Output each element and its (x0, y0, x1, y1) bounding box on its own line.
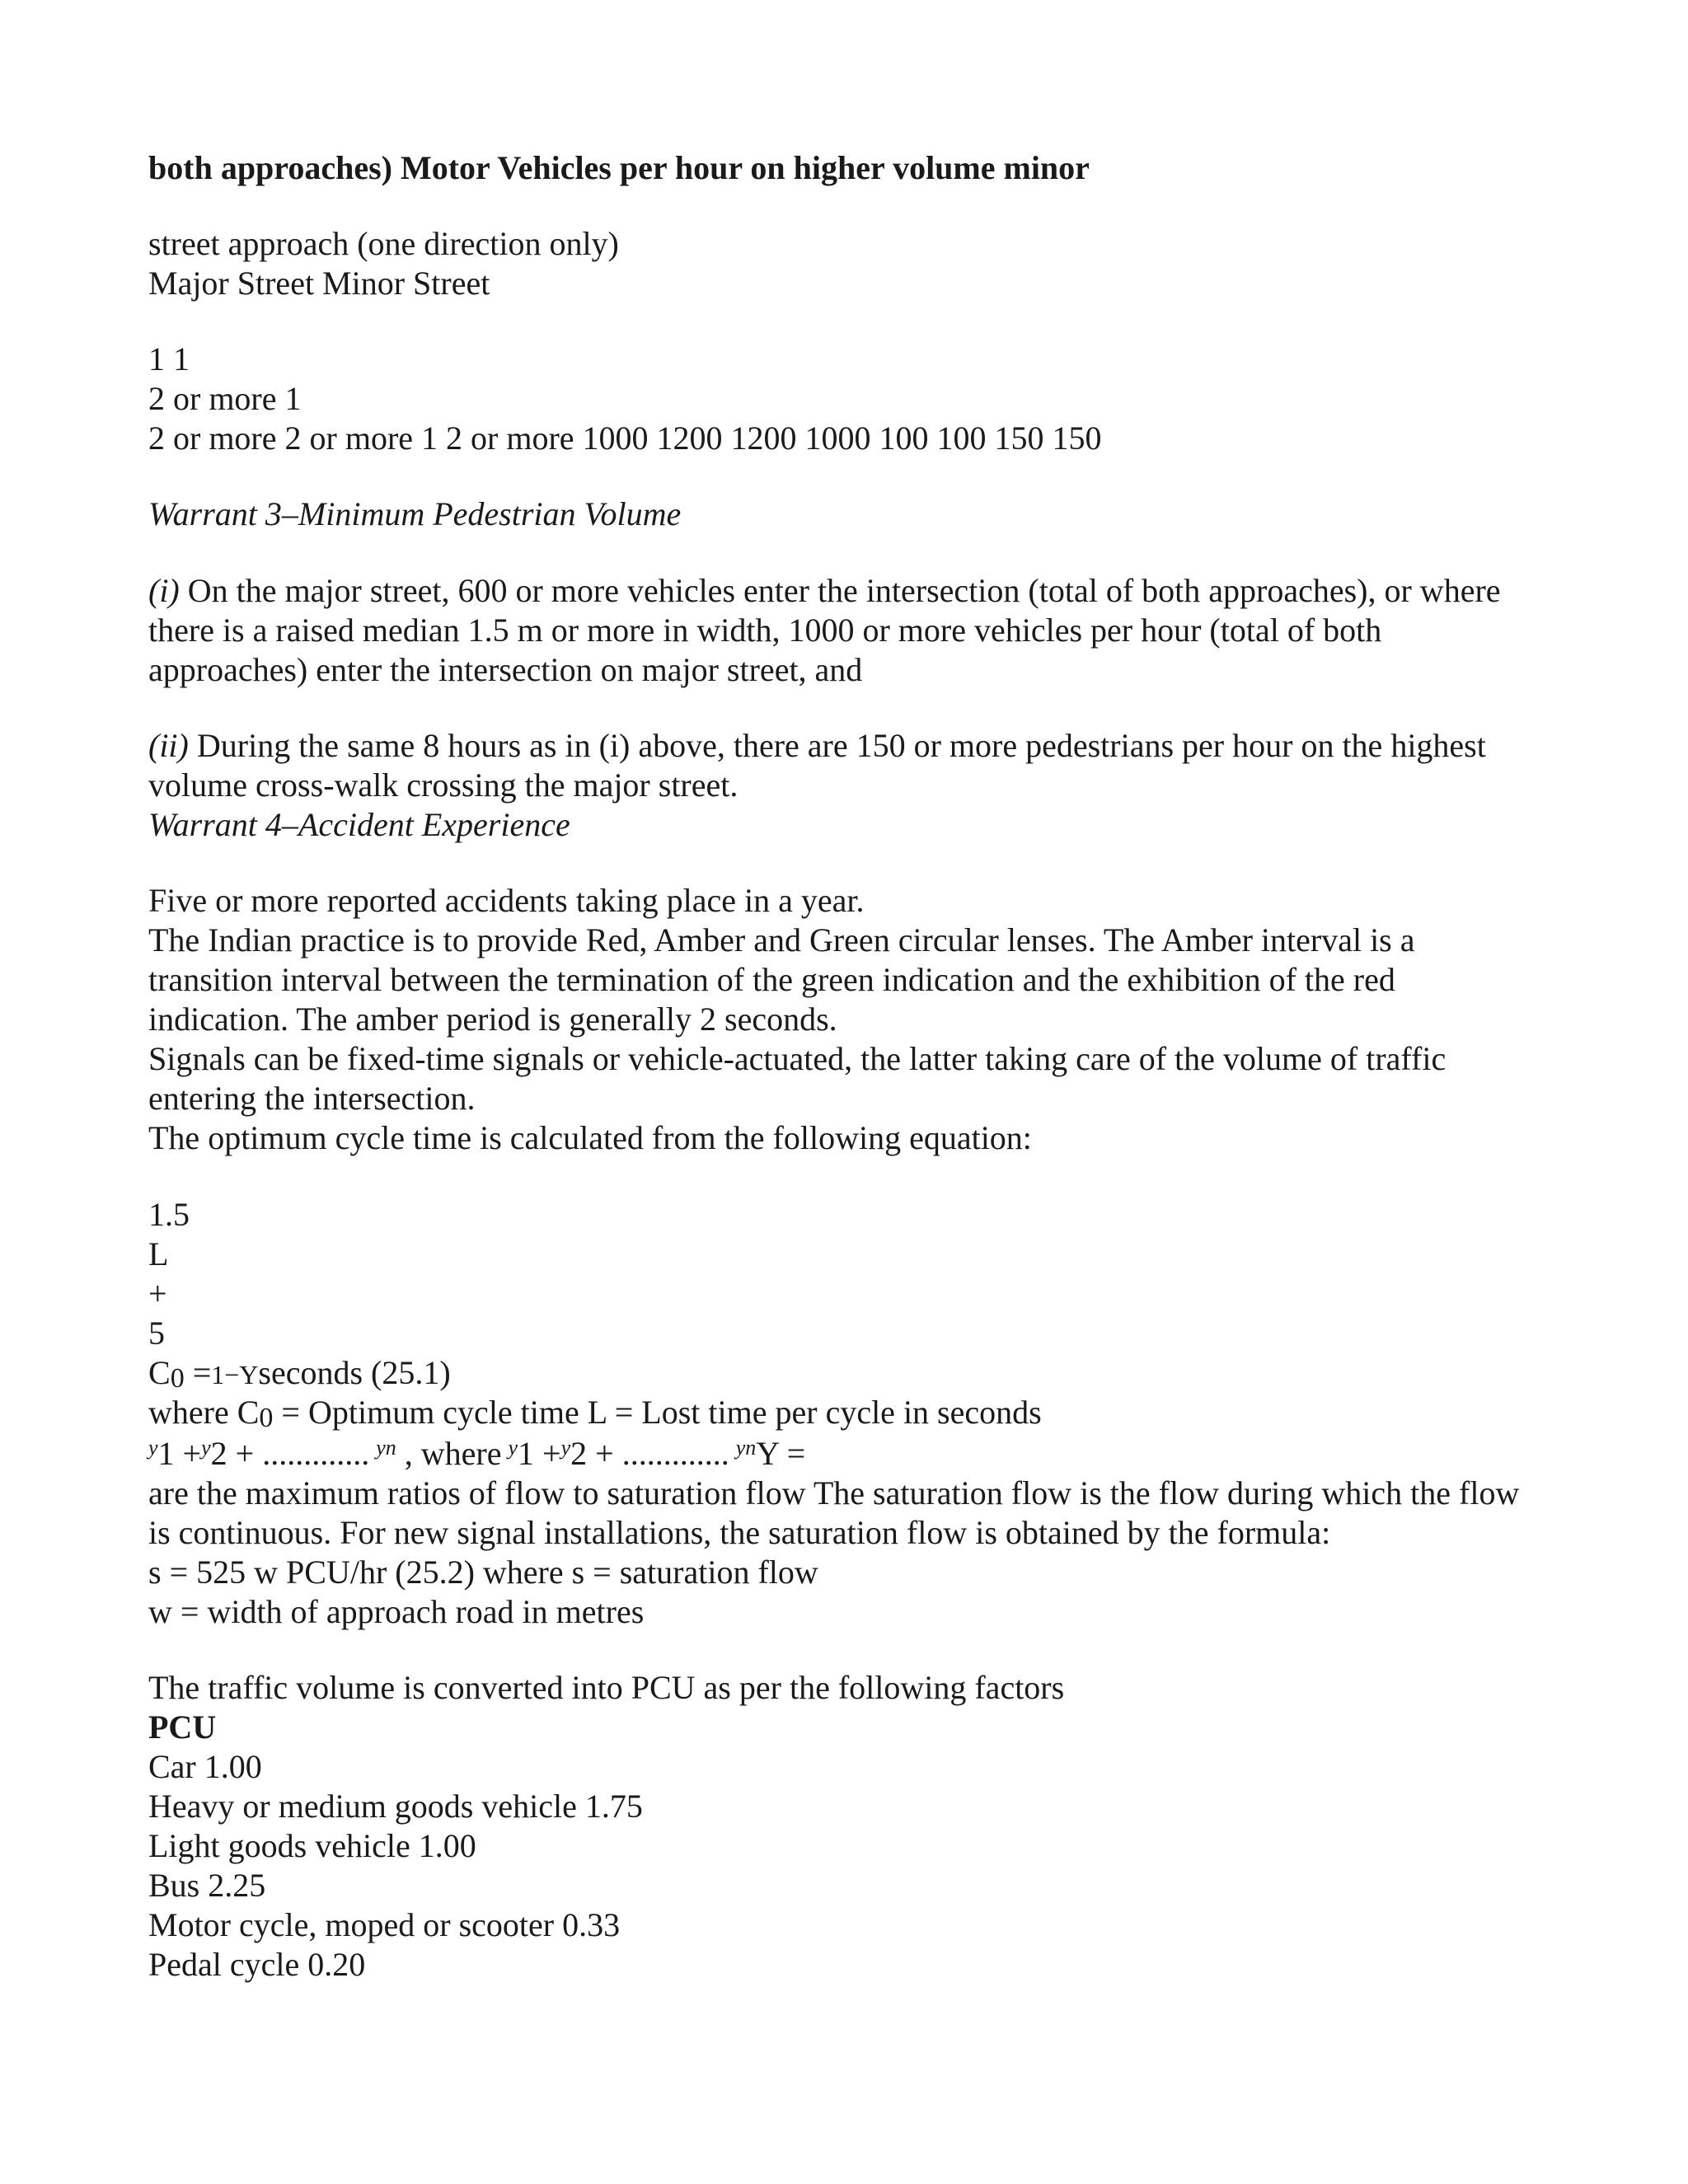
equation-fragment: 1.5 (148, 1196, 190, 1233)
paragraph-line: s = 525 w PCU/hr (25.2) where s = saturation flow (148, 1554, 818, 1591)
list-marker: (i) (148, 572, 180, 609)
paragraph-line: (i) On the major street, 600 or more vehicles enter the intersection (total of both approaches), or where (148, 572, 1501, 609)
paragraph-line: Signals can be fixed-time signals or vehicle-actuated, the latter taking care of the volume of traffic (148, 1040, 1447, 1077)
paragraph-line: entering the intersection. (148, 1080, 476, 1117)
paragraph-line: there is a raised median 1.5 m or more in width, 1000 or more vehicles per hour (total of both (148, 612, 1382, 649)
equation-fragment: L (148, 1235, 169, 1272)
paragraph-line: The optimum cycle time is calculated from the following equation: (148, 1119, 1032, 1156)
text-line: Major Street Minor Street (148, 265, 490, 302)
text-line: 1 1 (148, 340, 190, 377)
section-heading-warrant-4: Warrant 4–Accident Experience (148, 806, 570, 843)
heading-line: both approaches) Motor Vehicles per hour on higher volume minor (148, 149, 1090, 186)
paragraph-line: transition interval between the termination of the green indication and the exhibition of the red (148, 961, 1395, 998)
list-item: Light goods vehicle 1.00 (148, 1827, 476, 1864)
equation-line: where C0 = Optimum cycle time L = Lost time per cycle in seconds (148, 1394, 1042, 1433)
paragraph-line: The Indian practice is to provide Red, Amber and Green circular lenses. The Amber interval is a (148, 921, 1415, 958)
equation-line: C0 =1−Yseconds (25.1) (148, 1354, 451, 1394)
paragraph-line: Five or more reported accidents taking place in a year. (148, 882, 865, 919)
equation-fragment: 5 (148, 1315, 165, 1352)
text-line: 2 or more 1 (148, 380, 302, 417)
text-line: street approach (one direction only) (148, 225, 619, 262)
paragraph-line: w = width of approach road in metres (148, 1593, 645, 1630)
list-item: Pedal cycle 0.20 (148, 1946, 366, 1983)
paragraph-line: volume cross-walk crossing the major street. (148, 766, 738, 804)
list-item: Car 1.00 (148, 1748, 262, 1785)
paragraph-line: The traffic volume is converted into PCU as per the following factors (148, 1669, 1065, 1706)
paragraph-line: approaches) enter the intersection on major street, and (148, 651, 863, 688)
pcu-heading: PCU (148, 1708, 217, 1746)
list-marker: (ii) (148, 727, 189, 764)
paragraph-line: is continuous. For new signal installations, the saturation flow is obtained by the formula: (148, 1514, 1331, 1551)
text-line: 2 or more 2 or more 1 2 or more 1000 1200 1200 1000 100 100 150 150 (148, 419, 1102, 457)
equation-fragment: + (148, 1275, 167, 1312)
paragraph-line: are the maximum ratios of flow to saturation flow The saturation flow is the flow during which the flow (148, 1474, 1520, 1511)
list-item: Motor cycle, moped or scooter 0.33 (148, 1906, 621, 1943)
list-item: Heavy or medium goods vehicle 1.75 (148, 1788, 643, 1825)
list-item: Bus 2.25 (148, 1867, 266, 1904)
equation-line: $^y$1 +$^y$2 + ............. $^{yn}$ , where $^y$1 +$^y$2 + ............. $^{yn}$Y = (148, 1435, 806, 1472)
paragraph-line: indication. The amber period is generally 2 seconds. (148, 1001, 837, 1038)
paragraph-line: (ii) During the same 8 hours as in (i) above, there are 150 or more pedestrians per hour on the highest (148, 727, 1486, 764)
section-heading-warrant-3: Warrant 3–Minimum Pedestrian Volume (148, 495, 682, 532)
